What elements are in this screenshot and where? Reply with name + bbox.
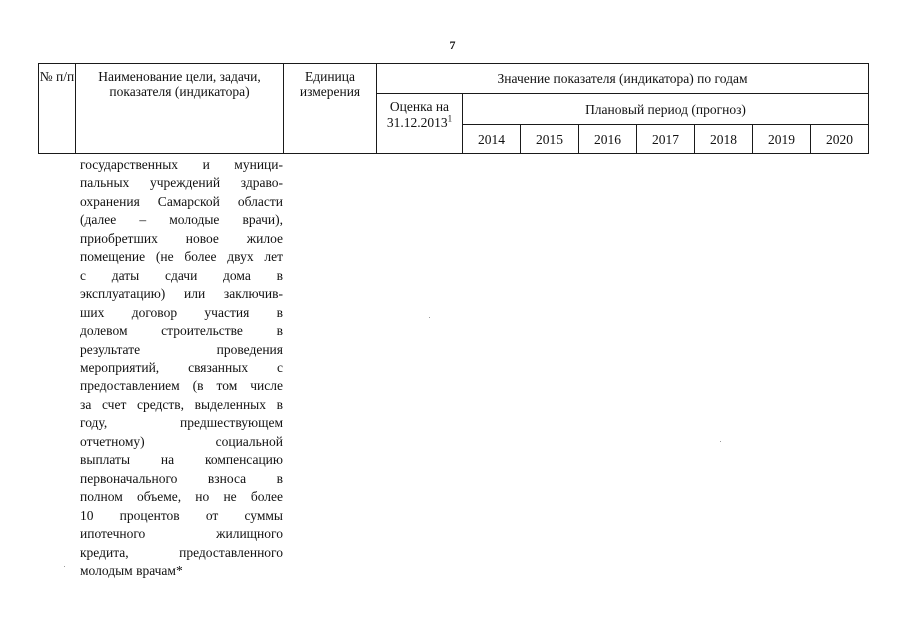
scan-speck	[64, 566, 65, 567]
text-line: помещение (не более двух лет	[80, 249, 283, 265]
text-line: молодым врачам*	[80, 562, 183, 578]
header-cell-plan-period: Плановый период (прогноз)	[463, 94, 869, 125]
text-line: государственных и муници-	[80, 157, 283, 172]
header-cell-year: 2016	[579, 125, 637, 154]
header-cell-estimate	[377, 94, 463, 154]
text-line: за счет средств, выделенных в	[80, 396, 283, 412]
indicator-name-text	[80, 156, 283, 580]
text-line: ших договор участия в	[80, 304, 283, 320]
text-line: 10 процентов от суммы	[80, 507, 283, 523]
text-line: первоначального взноса в	[80, 470, 283, 486]
text-line: полном объеме, но не более	[80, 489, 283, 505]
text-line: кредита, предоставленного	[80, 544, 283, 560]
header-cell-year: 2014	[463, 125, 521, 154]
header-cell-values-by-year: Значение показателя (индикатора) по годам	[377, 64, 869, 94]
text-line: мероприятий, связанных с	[80, 359, 283, 375]
text-line: пальных учреждений здраво-	[80, 175, 283, 191]
text-line: эксплуатацию) или заключив-	[80, 286, 283, 302]
estimate-label: Оценка на 31.12.2013	[386, 99, 450, 130]
header-cell-year: 2017	[637, 125, 695, 154]
text-line: отчетному) социальной	[80, 433, 283, 449]
text-line: долевом строительстве в	[80, 323, 283, 339]
text-line: году, предшествующем	[80, 415, 283, 431]
text-line: выплаты на компенсацию	[80, 452, 283, 468]
page-number: 7	[449, 38, 456, 52]
scan-speck	[429, 317, 430, 318]
text-line: предоставлением (в том числе	[80, 378, 283, 394]
estimate-footnote-mark: 1	[447, 113, 453, 124]
header-cell-year: 2019	[753, 125, 811, 154]
header-cell-unit: Единица измерения	[284, 64, 377, 154]
text-line: ипотечного жилищного	[80, 526, 283, 542]
header-cell-year: 2020	[811, 125, 869, 154]
text-line: охранения Самарской области	[80, 193, 283, 209]
text-line: с даты сдачи дома в	[80, 267, 283, 283]
header-cell-year: 2018	[695, 125, 753, 154]
text-line: (далее – молодые врачи),	[80, 212, 283, 228]
header-cell-name: Наименование цели, задачи, показателя (индикатора)	[76, 64, 284, 154]
scan-speck	[720, 441, 721, 442]
header-cell-year: 2015	[521, 125, 579, 154]
text-line: приобретших новое жилое	[80, 230, 283, 246]
header-cell-number: № п/п	[39, 64, 76, 154]
text-line: результате проведения	[80, 341, 283, 357]
indicator-table-header	[38, 63, 869, 154]
